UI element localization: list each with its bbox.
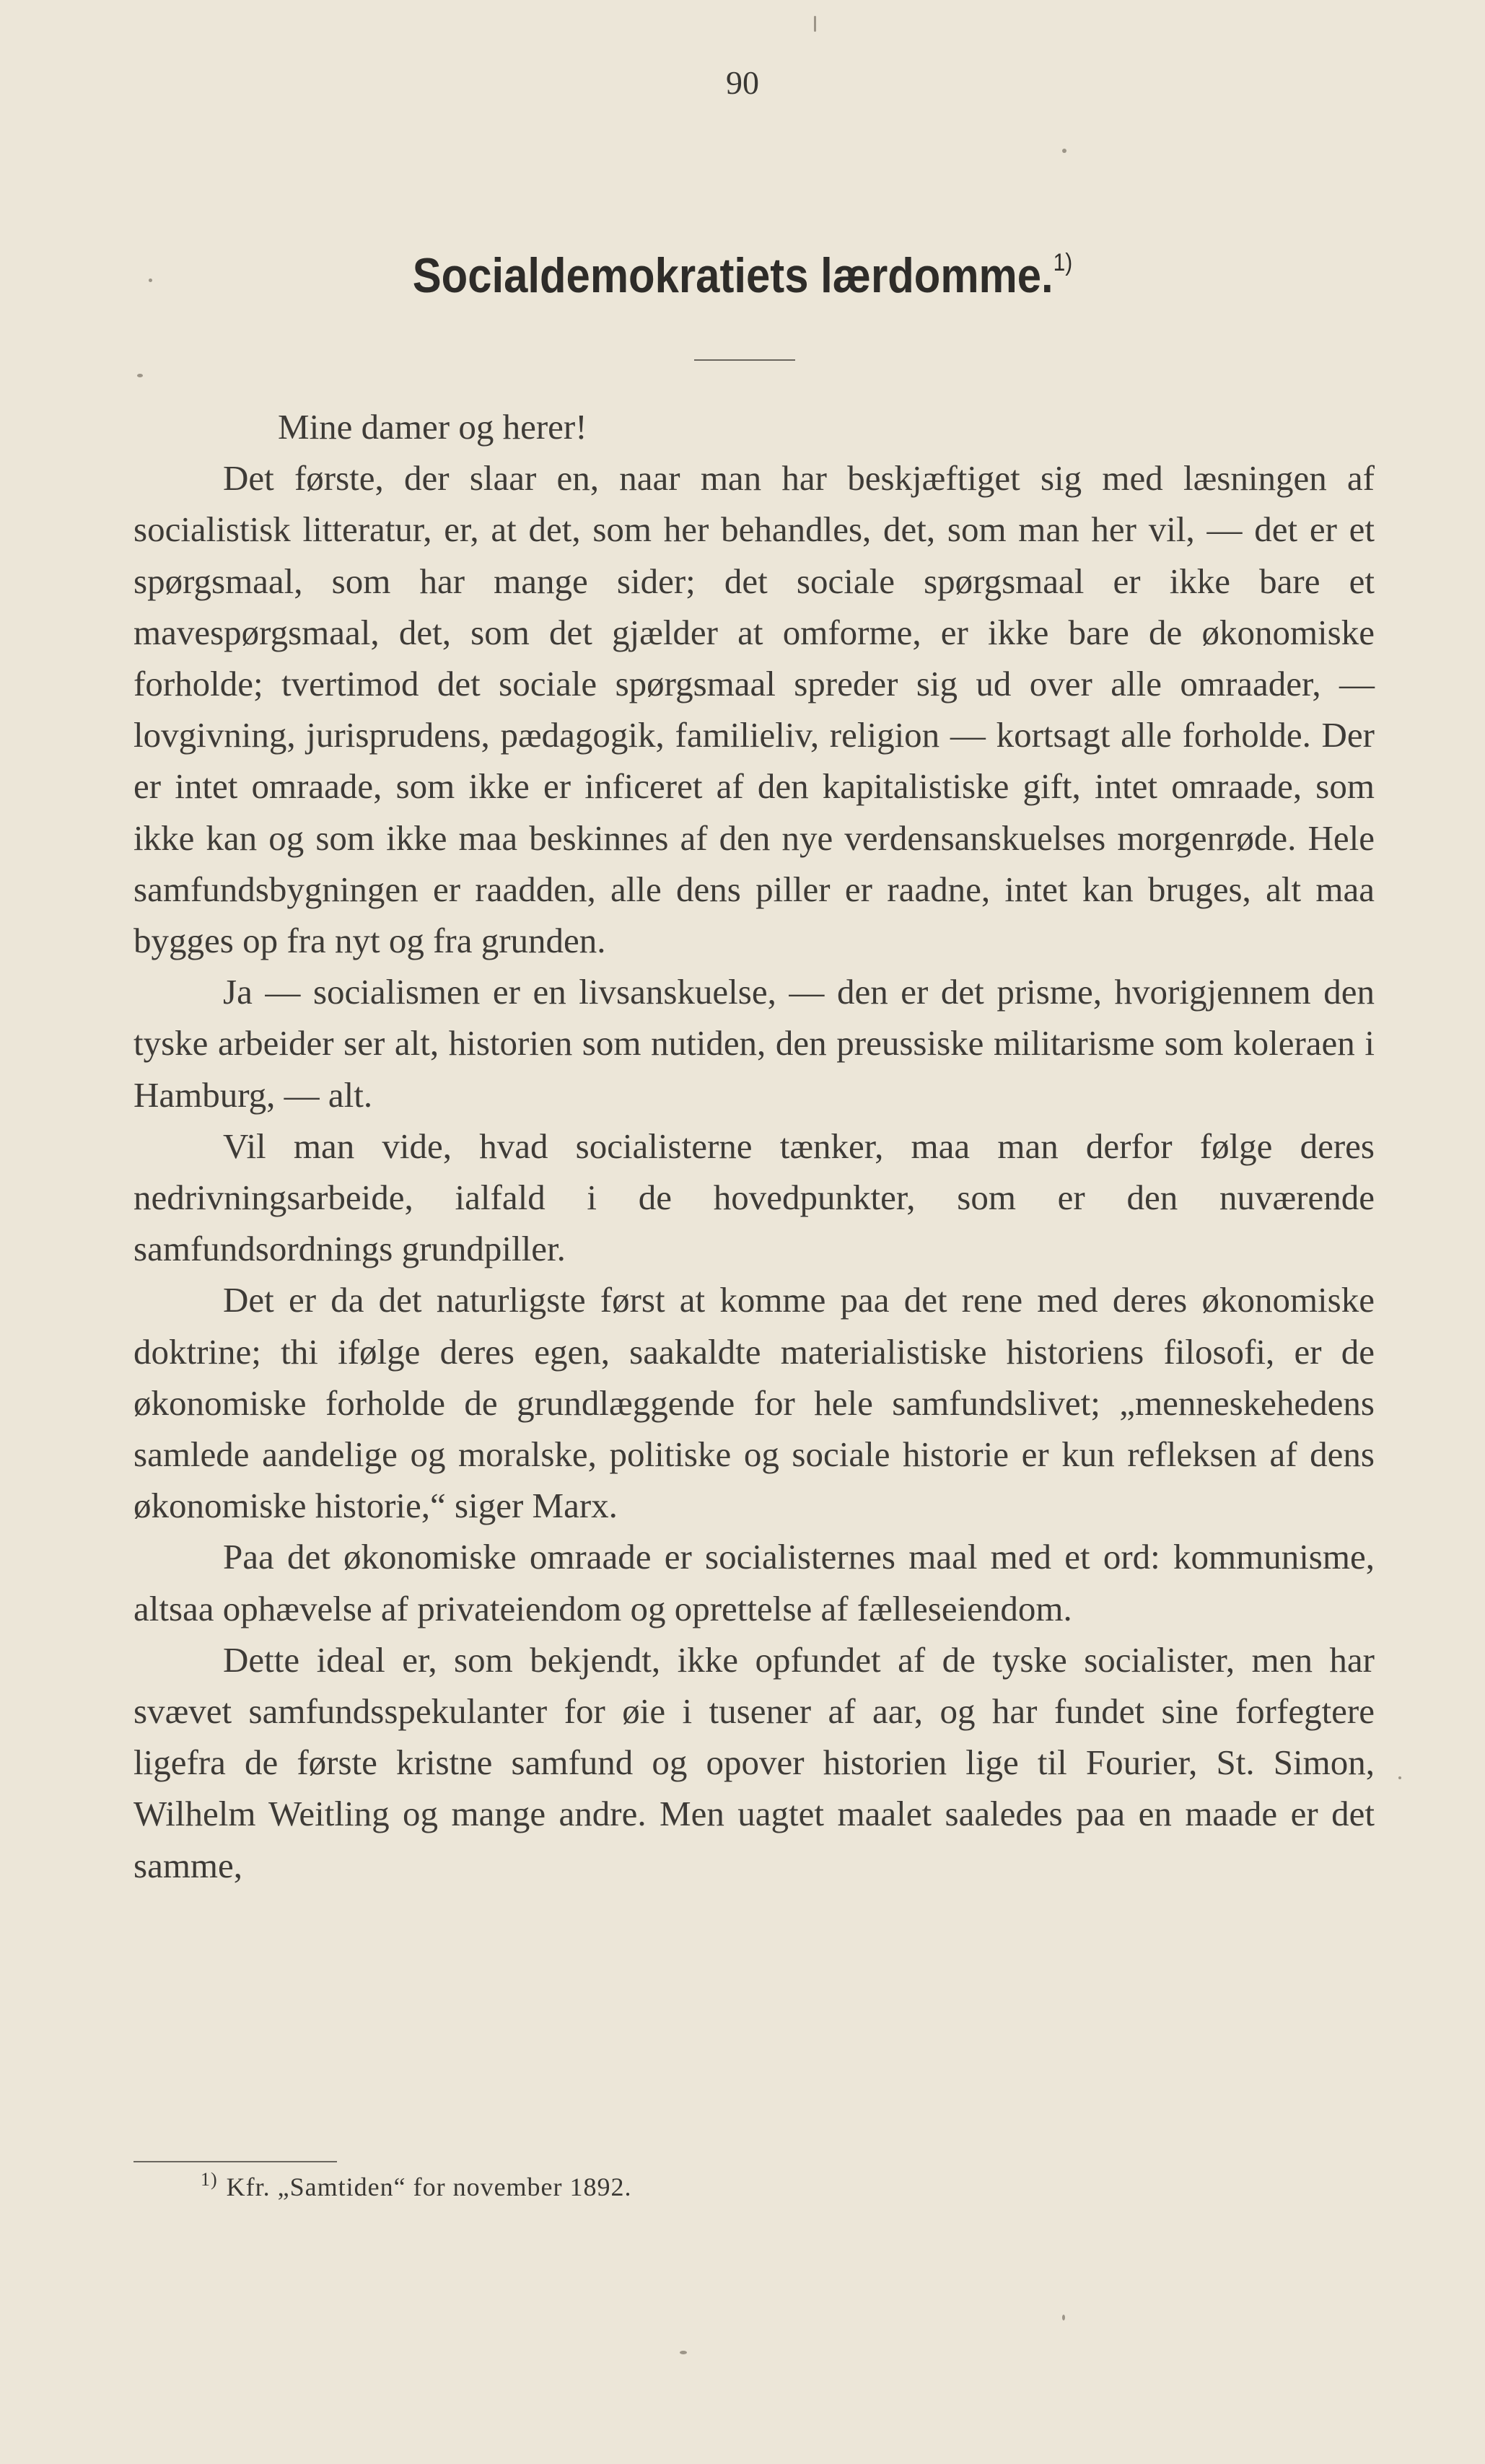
paragraph: Paa det økonomiske omraade er socialisternes maal med et ord: kommunisme, altsaa ophævelse af privateiendom og oprettelse af fælleseiendom. <box>133 1537 1375 1628</box>
page-number: 90 <box>726 64 759 101</box>
chapter-title <box>89 249 1396 303</box>
footnote-mark: 1) <box>201 2169 218 2190</box>
paragraph: Det er da det naturligste først at komme paa det rene med deres økonomiske doktrine; thi ifølge deres egen, saakaldte materialistiske historiens filosofi, er de økonomiske forholde de grundlæggende for hele samfundslivet; „menneskehedens samlede aandelige og moralske, politiske og sociale historie er kun refleksen af dens økonomiske historie,“ siger Marx. <box>133 1280 1375 1526</box>
footnote-divider <box>133 2161 337 2162</box>
paragraph: Vil man vide, hvad socialisterne tænker, maa man derfor følge deres nedrivningsarbeide, ialfald i de hovedpunkter, som er den nuværende samfundsordnings grundpiller. <box>133 1126 1375 1269</box>
chapter-title-text: Socialdemokratiets lærdomme. <box>412 248 1053 303</box>
paper-speck <box>1062 149 1066 153</box>
paragraph: Dette ideal er, som bekjendt, ikke opfundet af de tyske socialister, men har svævet samfundsspekulanter for øie i tusener af aar, og har fundet sine forfegtere ligefra de første kristne samfund og opover historien lige til Fourier, St. Simon, Wilhelm Weitling og mange andre. Men uagtet maalet saaledes paa en maade er det samme, <box>133 1639 1375 1885</box>
footnote-text: Kfr. „Samtiden“ for november 1892. <box>226 2173 632 2201</box>
footnote <box>201 2168 632 2203</box>
title-footnote-mark: 1) <box>1053 249 1073 276</box>
paper-speck <box>137 374 143 377</box>
paper-speck <box>680 2351 687 2354</box>
paper-speck <box>149 279 152 282</box>
paragraph: Det første, der slaar en, naar man har beskjæftiget sig med læsningen af socialistisk litteratur, er, at det, som her behandles, det, som man her vil, — det er et spørgsmaal, som har mange sider; det sociale spørgsmaal er ikke bare et mavespørgsmaal, det, som det gjælder at omforme, er ikke bare de økonomiske forholde; tvertimod det sociale spørgsmaal spreder sig ud over alle omraader, — lovgivning, jurisprudens, pædagogik, familieliv, religion — kortsagt alle forholde. Der er intet omraade, som ikke er inficeret af den kapitalistiske gift, intet omraade, som ikke kan og som ikke maa beskinnes af den nye verdensanskuelses morgenrøde. Hele samfundsbygningen er raadden, alle dens piller er raadne, intet kan bruges, alt maa bygges op fra nyt og fra grunden. <box>133 458 1375 961</box>
paper-speck <box>814 16 816 32</box>
paragraph: Ja — socialismen er en livsanskuelse, — den er det prisme, hvorigjennem den tyske arbeider ser alt, historien som nutiden, den preussiske militarisme som koleraen i Hamburg, — alt. <box>133 972 1375 1115</box>
paper-speck <box>1398 1776 1401 1779</box>
paper-speck <box>1062 2315 1065 2320</box>
salutation: Mine damer og herer! <box>278 407 587 447</box>
title-divider <box>694 359 795 361</box>
body-text <box>133 401 1375 1891</box>
